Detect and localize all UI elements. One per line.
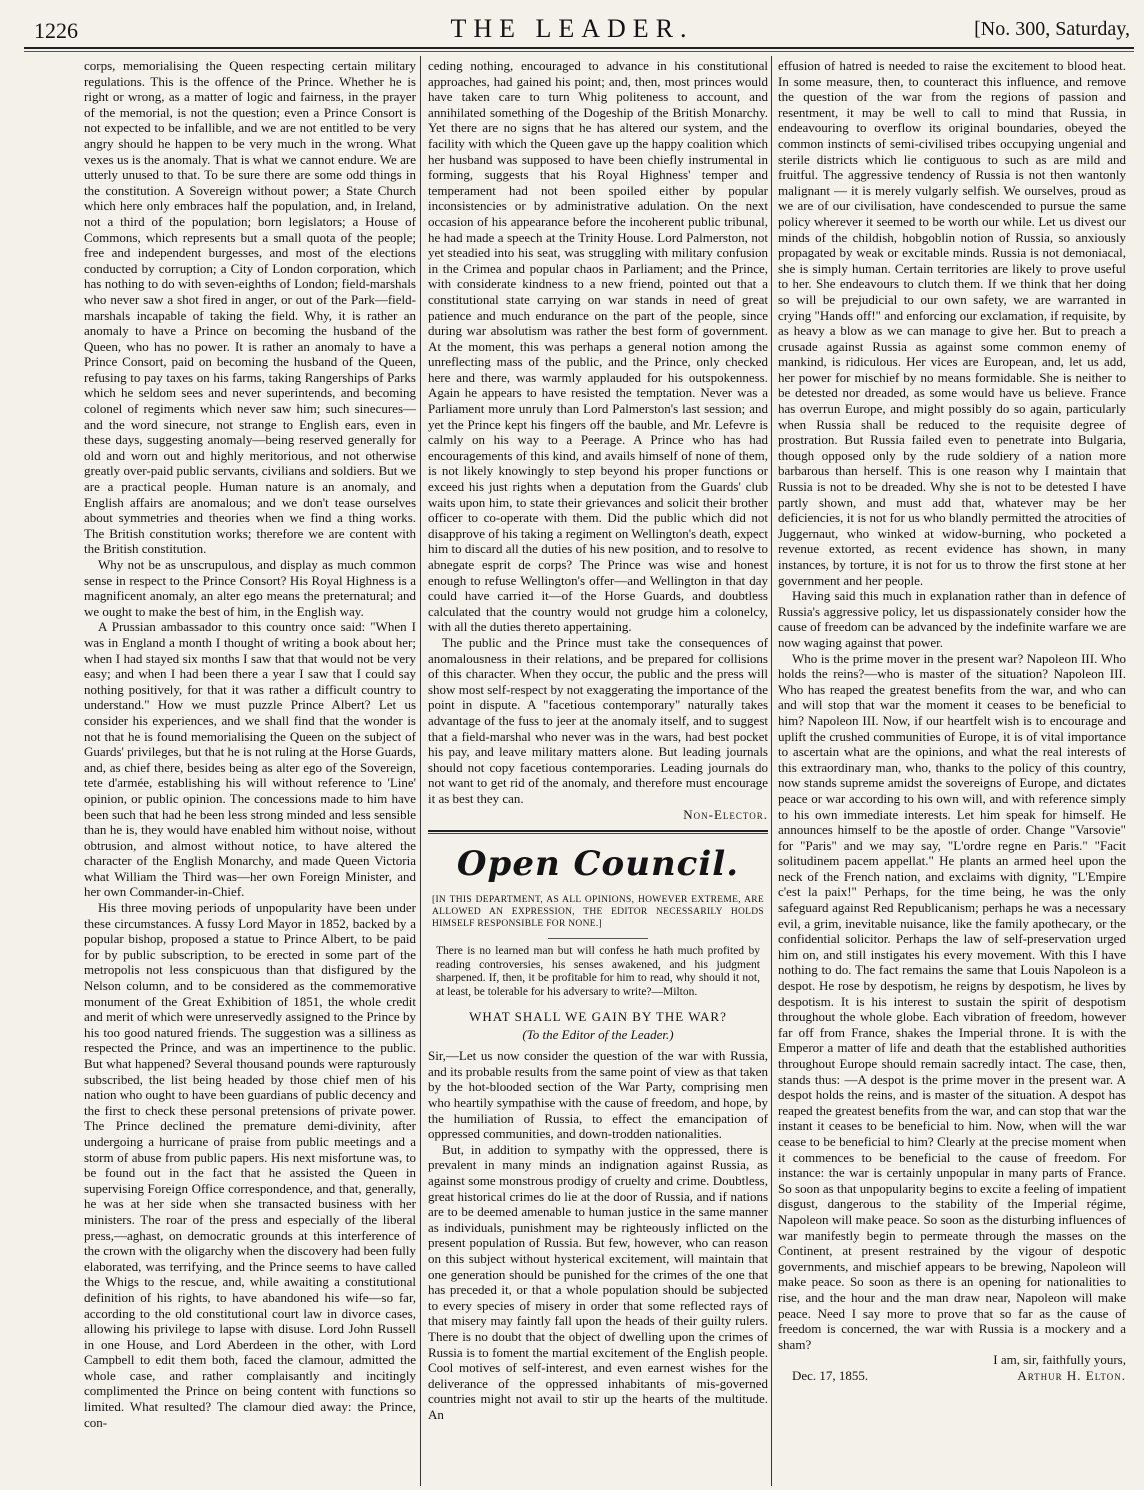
letter-title: WHAT SHALL WE GAIN BY THE WAR? — [469, 1009, 727, 1025]
letter-date: Dec. 17, 1855. — [792, 1367, 869, 1383]
article-paragraph: The public and the Prince must take the consequences of anomalousness in their relations, and be prepared for collisions of this character. When they occur, the public and the press will show most self-respect by not exaggerating the importance of the point in dispute. A "facetious contemporary" naturally takes advantage of the fuss to jeer at the anomaly itself, and to suggest that a field-marshal who never was in the wars, had best pocket his pay, and leave military matters alone. But leading journals should not copy facetious contemporaries. Leading journals do not want to get rid of the anomaly, and therefore must encourage it as best they can. — [428, 634, 768, 806]
article-paragraph: corps, memorialising the Queen respecting certain military regulations. This is the offence of the Prince. Whether he is right or wrong, as a matter of logic and fairness, in the prayer of the memorial, is not the question; even a Prince Consort is not expected to be infallible, and we are not entitled to be very angry should he happen to be very much in the wrong. What vexes us is the anomaly. That is what we cannot endure. We are utterly unused to that. To be sure there are some odd things in the constitution. A Sovereign without power; a State Church which here only embraces half the population, and, in Ireland, not a third of the population; born legislators; a House of Commons, which represents but a small quota of the people; free and independent burgesses, and most of the elections conducted by corruption; a City of London corporation, which has nothing to do with seven-eighths of London; field-marshals who never saw a shot fired in anger, or out of the Park—field-marshals incapable of taking the field. Why, it is rather an anomaly to have a Prince on becoming the husband of the Queen, who has no power. It is rather an anomaly to have a Prince Consort, paid on becoming the husband of the Queen, refusing to pay taxes on his farms, taking Rangerships of Parks which he seldom sees and never superintends, and becoming colonel of regiments which never saw him; such sinecures—and the word sinecure, not strange to English ears, even in these days, suggesting anomaly—being reserved generally for old and worn out and highly meritorious, and not otherwise greatly over-paid public servants, civilians and soldiers. But we are a practical people. Human nature is an anomaly, and English affairs are anomalous; and we don't tease ourselves about symmetries and theories when we find a thing works. The British constitution works; therefore we are content with the British constitution. — [84, 58, 416, 557]
section-heading: Open Council. — [456, 844, 740, 885]
editorial-note: [IN THIS DEPARTMENT, AS ALL OPINIONS, HOWEVER EXTREME, ARE ALLOWED AN EXPRESSION, THE EDITOR NECESSARILY HOLDS HIMSELF RESPONSIBLE FOR NONE.] — [432, 895, 764, 930]
newspaper-title: THE LEADER. — [450, 14, 694, 43]
letter-paragraph: Who is the prime mover in the present war? Napoleon III. Who holds the reins?—who is master of the situation? Napoleon III. Who has reaped the greatest benefits from the war, and who can and will stop that war the moment it ceases to be beneficial to him? Napoleon III. Now, if our heartfelt wish is to encourage and uplift the crushed communities of Europe, it is of vital importance to ascertain what are the opinions, and what the real interests of this extraordinary man, who, thanks to the policy of this country, now stands supreme amidst the sovereigns of Europe, and dictates peace or war according to his own will, and with reference simply to his own immediate interests. Let him speak for himself. He announces himself to be the apostle of order. Change "Varsovie" for "Paris" and we may say, "L'ordre regne en Paris." "Facit solitudinem pacem appellat." He plants an armed heel upon the neck of the French nation, and exclaims with dignity, "L'Empire c'est la paix!" Perhaps, for the time being, he was the only safeguard against Red Republicanism; perhaps he was a necessary evil, a grim, inevitable nuisance, like the family apothecary, or the confidential solicitor. Perhaps the law of self-preservation urged him on, and still instigates his every movement. With this I have nothing to do. The fact remains the same that Louis Napoleon is a despot. He rose by despotism, he reigns by despotism, he lives by despotism. It is his interest to sustain the spirit of despotism throughout the whole globe. Each vibration of freedom, however far off from France, shakes the Imperial throne. It is with the Emperor a matter of life and death that the established authorities throughout Europe should remain sacredly intact. The case, then, stands thus: —A despot is the prime mover in the present war. A despot holds the reins, and is master of the situation. A despot has reaped the greatest benefits from the war, and can stop that war the instant it ceases to be beneficial to him. Now, when will the war cease to be beneficial to him? Clearly at the precise moment when it commences to be beneficial to the cause of freedom. For instance: the war is certainly unpopular in many parts of France. So soon as that unpopularity begins to excite a feeling of impatient disgust, dangerous to the stability of the Imperial régime, Napoleon will make peace. So soon as the disturbing influences of war manifestly begin to permeate through the masses on the Continent, at present restrained by the vigour of despotic governments, and mischief appears to be brewing, Napoleon will make peace. So soon as there is an opening for nationalities to rise, and the hour and the man draw near, Napoleon will make peace. Need I say more to prove that so far as the cause of freedom is concerned, the war with Russia is a mockery and a sham? — [778, 650, 1126, 1352]
issue-info: [No. 300, Saturday, — [974, 18, 1130, 40]
article-paragraph: His three moving periods of unpopularity have been under these circumstances. A fussy Lord Mayor in 1852, backed by a popular bishop, proposed a statue to Prince Albert, to be paid for by public subscription, to be erected in some part of the metropolis not less conspicuous than that disfigured by the Nelson column, and to be considered as the commemorative monument of the Great Exhibition of 1851, the whole credit and merit of which were unreservedly assigned to the Prince by his too good natured friends. The suggestion was a silliness as respected the Prince, and was an impertinence to the public. But what happened? Several thousand pounds were rapturously subscribed, the list being headed by those chief men of his nation who ought to have been guardians of public decency and the first to check these personal pretensions of private power. The Prince declined the premature demi-divinity, after undergoing a hurricane of praise from public meetings and a storm of abuse from public papers. His next misfortune was, to be found out in the fact that he assisted the Queen in supervising Foreign Office correspondence, and that, generally, he was at her side when she transacted business with her ministers. The roar of the press and especially of the liberal press,—aghast, on democratic grounds at this interference of the crown with the oligarchy when the discovery had been fully elaborated, was terrifying, and the Prince seems to have called the Whigs to the rescue, and, while awaiting a constitutional definition of his rights, to have abandoned his wife—so far, according to the old constitutional court law in divorce cases, allowing his privilege to lapse with disuse. Lord John Russell in one House, and Lord Aberdeen in the other, with Lord Campbell to edit them both, faced the clamour, admitted the whole case, and rather complaisantly and incitingly complimented the Prince on being content with functions so limited. What resulted? The clamour died away: the Prince, con- — [84, 900, 416, 1430]
page-number: 1226 — [34, 18, 78, 43]
article-paragraph: Why not be as unscrupulous, and display as much common sense in respect to the Prince Consort? His Royal Highness is a magnificent anomaly, an alter ego means the preternatural; and we ought to make the best of him, in the English way. — [84, 557, 416, 619]
section-rule-thin — [428, 833, 768, 834]
letter-paragraph: effusion of hatred is needed to raise the excitement to blood heat. In some measure, then, to counteract this influence, and remove the question of the war from the regions of passion and resentment, it may be well to call to mind that Russia, in endeavouring to overflow its original boundaries, obeyed the common instincts of semi-civilised tribes occupying ungenial and sterile districts which lie contiguous to such as are mild and fruitful. The aggressive tendency of Russia is not then wantonly malignant — it is merely vulgarly selfish. We ourselves, proud as we are of our civilisation, have condescended to pursue the same policy wherever it seemed to be worth our while. Let us divest our minds of the childish, hobgoblin notion of Russia, so anxiously propagated by weak or excitable minds. Russia is not demoniacal, she is simply human. Certain territories are likely to prove useful to her. She endeavours to clutch them. If we think that her doing so will be prejudicial to our own safety, we are warranted in crying "Hands off!" and enforcing our exclamation, if requisite, by as heavy a blow as we can manage to give her. But to preach a crusade against Russia as against some common enemy of mankind, is ridiculous. Her vices are European, and, let us add, her power for mischief by no means formidable. She is neither to be detested nor dreaded, as some would have us believe. France has overrun Europe, and might possibly do so again, particularly when Russia shall be reduced to the requisite degree of prostration. But Russia failed even to penetrate into Bulgaria, though opposed only by the rude soldiery of a nation more barbarous than herself. This is one reason why I maintain that Russia is not to be dreaded. Why she is not to be detested I have partly shown, and must add that, whatever may be her deficiencies, it is not for us who blandly permitted the atrocities of Juggernaut, who winked at widow-burning, who pocketed a revenue extorted, as recent evidence has shown, in many instances, by torture, it is not for us to throw the first stone at her government and her people. — [778, 58, 1126, 588]
letter-subtitle: (To the Editor of the Leader.) — [522, 1026, 674, 1042]
column-divider — [420, 56, 421, 1486]
masthead-rule-thin — [24, 51, 1134, 52]
letter-paragraph: But, in addition to sympathy with the oppressed, there is prevalent in many minds an indignation against Russia, as against some monstrous prodigy of cruelty and crime. Doubtless, great historical crimes do lie at the door of Russia, and if nations are to be deemed amenable to human justice in the same manner as individuals, punishment may be righteously inflicted on the present population of Russia. But few, however, who can reason on this subject without hysterical excitement, will maintain that one generation should be punished for the crimes of the one that has preceded it, or that a whole population should be subjected to every species of misery in order that some reflected rays of that misery may faintly fall upon the heads of their guilty rulers. There is no doubt that the object of dwelling upon the crimes of Russia is to foment the martial excitement of the English people. Cool motives of self-interest, and even earnest wishes for the deliverance of the oppressed inhabitants of mis-governed countries might not avail to stir up the hearts of the multitude. An — [428, 1141, 768, 1422]
letter-dateline — [778, 1368, 1126, 1384]
section-rule — [428, 830, 768, 832]
letter-paragraph: Having said this much in explanation rather than in defence of Russia's aggressive policy, let us dispassionately consider how the cause of freedom can be advanced by the indefinite warfare we are now waging against that power. — [778, 588, 1126, 650]
article-signature: Non-Elector. — [683, 806, 768, 822]
letter-author: Arthur H. Elton. — [1017, 1367, 1126, 1383]
masthead-rule — [24, 47, 1134, 49]
column-1 — [84, 58, 416, 1483]
column-2 — [428, 58, 768, 1483]
column-3 — [778, 58, 1126, 1483]
epigraph-quote: There is no learned man but will confess he hath much profited by reading controversies, his senses awakened, and his judgment sharpened. If, then, it be profitable for him to read, why should it not, at least, be tolerable for his adversary to write?—Milton. — [436, 945, 760, 998]
article-paragraph: A Prussian ambassador to this country once said: "When I was in England a month I thought of writing a book about her; when I had stayed six months I saw that that would not be very easy; and when I had been there a year I saw that I could say nothing positively, for that it was rather a difficult country to understand." How we must puzzle Prince Albert? Let us consider his experiences, and we shall find that the wonder is not that he is found memorialising the Queen on the subject of Guards' privileges, but that he is not ruling at the Horse Guards, and, as chief there, besides being as alter ego of the Sovereign, tete d'armée, establishing his will without reference to 'Line' opinion, or public opinion. The concessions made to him have been such that had he been less strong minded and less sensible than he is, they would have enabled him without noise, without obtrusion, and almost without notice, to have altered the character of the English Monarchy, and made Queen Victoria what William the Third was—her own Foreign Minister, and her own Commander-in-Chief. — [84, 619, 416, 900]
divider — [548, 938, 648, 939]
letter-paragraph: Sir,—Let us now consider the question of the war with Russia, and its probable results from the same point of view as that taken by the hot-blooded section of the War Party, comprising men who heartily sympathise with the cause of freedom, and hope, by the humiliation of Russia, to effect the emancipation of oppressed communities, and down-trodden nationalities. — [428, 1048, 768, 1142]
article-paragraph: ceding nothing, encouraged to advance in his constitutional approaches, had gained his point; and, then, most princes would have taken care to turn Whig politeness to account, and annihilated something of the Dogeship of the British Monarchy. Yet there are no signs that he has altered our system, and the facility with which the Queen gave up the happy coalition which her husband was supposed to have been chiefly instrumental in forming, suggests that his Royal Highness' temper and temperament had not been spoiled either by popular inconsistencies or by administrative adulation. On the next occasion of his appearance before the incoherent public tribunal, he had made a speech at the Trinity House. Lord Palmerston, not yet steadied into his seat, was struggling with military confusion in the Crimea and popular chaos in Parliament; and the Prince, with considerate kindness to a new friend, pointed out that a constitutional state carrying on war stands in need of great patience and much endurance on the part of the people, since during war absolutism was rather the best form of government. At the moment, this was perhaps a general notion among the unreflecting mass of the public, and the Prince, only checked here and there, was warmly applauded for his outspokenness. Again he appears to have resisted the temptation. Never was a Parliament more unruly than Lord Palmerston's last session; and yet the Prince kept his fingers off the bauble, and Mr. Lefevre is calmly on his way to a Peerage. A Prince who has had encouragements of this kind, and avails himself of none of them, is not likely knowingly to step beyond his proper functions or exceed his just rights when a deputation from the Guards' club waits upon him, to state their grievances and solicit their brother officer to co-operate with them. Did the public which did not disapprove of his taking a regiment on Wellington's death, expect him to discard all the duties of his new position, and to resolve to abnegate esprit de corps? The Prince was wise and honest enough to refuse Wellington's offer—and Wellington in that day could have carried it—of the Horse Guards, and doubtless calculated that the country would not grudge him a colonelcy, with all the duties thereto appertaining. — [428, 58, 768, 635]
letter-closing: I am, sir, faithfully yours, — [993, 1352, 1126, 1368]
masthead — [0, 8, 1144, 48]
column-divider — [771, 56, 772, 1486]
